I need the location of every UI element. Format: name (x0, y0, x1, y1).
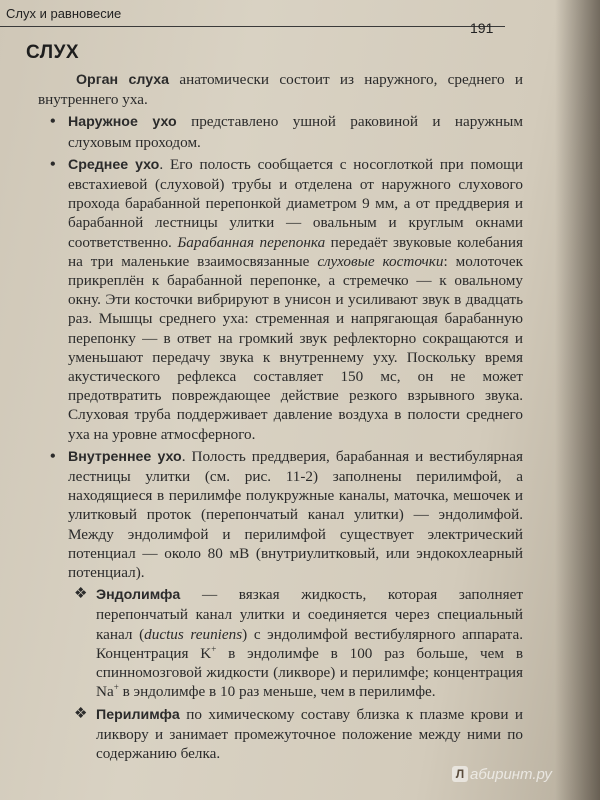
diamond-bullet-icon: ❖ (74, 586, 88, 603)
running-title: Слух и равновесие (6, 6, 122, 21)
item-text: . Полость преддверия, барабанная и вестибулярная лестницы улитки (см. рис. 11-2) заполнены перилимфой, а находящиеся в перилимфе полукружные каналы, маточка, мешочек и улитковый проток (перепончатый канал улитки) — эндолимфой. Между эндолимфой и перилимфой существует электрический потенциал — около 80 мВ (внутриулитковый, или эндокохлеарный потенциал). (68, 447, 524, 582)
list-item-outer-ear (38, 112, 523, 151)
item-term: Среднее ухо (68, 156, 160, 173)
list-item-inner-ear (38, 447, 523, 582)
superscript: + (113, 682, 119, 693)
diamond-bullet-icon: ❖ (74, 705, 88, 722)
bullet-icon: • (50, 113, 56, 131)
bullet-icon: • (50, 155, 56, 173)
intro-text: анатомически состоит из наружного, среднего и внутреннего уха. (38, 71, 523, 109)
body-text (38, 70, 523, 763)
sub-item-term: Перилимфа (96, 706, 180, 723)
sub-item-text: ) с эндолимфой вестибулярного аппарата. Концентрация K (96, 625, 523, 662)
item-text: . Его полость сообщается с носоглоткой при помощи евстахиевой (слуховой) трубы и отделена от наружного слухового прохода барабанной перепонкой диаметром 9 мм, а от преддверия и барабанной лестницы улитки — овальным и круглым окнами соответственно. (68, 155, 523, 251)
watermark-logo-icon: Л (452, 766, 468, 782)
item-text: : молоточек прикреплён к барабанной перепонке, а стремечко — к овальному окну. Эти косточки вибрируют в унисон и усиливают звук в двадцать раз. Мышцы среднего уха: стременная и напрягающая барабанную перепонку — в ответ на громкий звук рефлекторно сокращаются и уменьшают передачу звука к внутреннему уху. Поскольку время акустического рефлекса составляет 150 мс, он не может предотвратить повреждающее действие резкого взрывного звука. Слуховая труба поддерживает давление воздуха в полости среднего уха на уровне атмосферного. (68, 252, 523, 443)
sub-item-endolymph (38, 585, 523, 701)
sub-item-perilymph (38, 705, 523, 764)
watermark (452, 766, 552, 783)
sub-item-term: Эндолимфа (96, 587, 181, 604)
page-number: 191 (470, 20, 494, 36)
item-term: Наружное ухо (68, 114, 177, 131)
item-italic-term: слуховые косточки (317, 252, 444, 270)
superscript: + (211, 643, 217, 654)
running-head (0, 0, 505, 36)
watermark-text: абиринт.ру (470, 766, 552, 783)
item-text: передаёт звуковые колебания на три маленькие взаимосвязанные (68, 233, 524, 270)
list-item-middle-ear (38, 155, 523, 444)
item-term: Внутреннее ухо (68, 448, 182, 465)
item-italic-term: Барабанная перепонка (177, 233, 326, 251)
sub-item-text: в эндолимфе в 100 раз больше, чем в спинномозговой жидкости (ликворе) и перилимфе; концентрация Na (96, 644, 523, 701)
intro-term: Орган слуха (76, 72, 170, 88)
section-title: СЛУХ (26, 42, 80, 63)
bullet-icon: • (50, 447, 56, 465)
sub-item-text: в эндолимфе в 10 раз меньше, чем в перилимфе. (118, 683, 436, 701)
sub-item-italic: ductus reuniens (144, 625, 243, 643)
sub-item-text: по химическому составу близка к плазме крови и ликвору и занимает промежуточное положение между ними по содержанию белка. (96, 705, 523, 762)
page-shadow (555, 0, 600, 800)
item-text: представлено ушной раковиной и наружным слуховым проходом. (68, 113, 523, 151)
intro-paragraph (0, 70, 523, 109)
sub-item-text: — вязкая жидкость, которая заполняет перепончатый канал улитки и соединяется через специальный канал ( (96, 586, 523, 643)
